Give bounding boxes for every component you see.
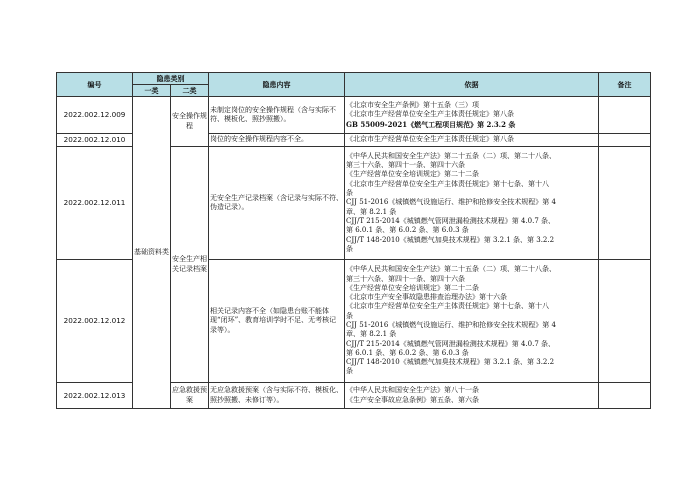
basis-line: 条 <box>346 311 353 320</box>
basis-line: CJJ/T 215-2014《城镇燃气管网泄漏检测技术规程》第 4.0.7 条、 <box>346 339 556 348</box>
header-remark: 备注 <box>599 73 651 97</box>
content-cell: 岗位的安全操作规程内容不全。 <box>209 134 345 147</box>
basis-line: 《北京市生产经营单位安全生产主体责任规定》第八条 <box>346 110 514 119</box>
basis-cell <box>345 260 599 383</box>
basis-line: 《生产安全事故应急条例》第五条、第六条 <box>346 395 479 404</box>
basis-line: CJJ/T 148-2010《城镇燃气加臭技术规程》第 3.2.1 条、第 3.2.2 <box>346 235 555 244</box>
header-content: 隐患内容 <box>209 73 345 97</box>
basis-line: CJJ 51-2016《城镇燃气设施运行、维护和抢修安全技术规程》第 4 <box>346 321 556 329</box>
basis-cell <box>345 383 599 409</box>
basis-line: 条 <box>346 244 353 253</box>
header-id: 编号 <box>57 73 133 97</box>
header-cat2: 二类 <box>171 85 209 97</box>
hazard-table <box>56 72 651 409</box>
content-cell: 无安全生产记录档案（含记录与实际不符、伪造记录）。 <box>209 147 345 260</box>
row-id: 2022.002.12.009 <box>57 97 133 134</box>
basis-line: CJJ/T 215-2014《城镇燃气管网泄漏检测技术规程》第 4.0.7 条、 <box>346 216 556 225</box>
basis-line: 第三十六条、第四十一条、第四十六条 <box>346 161 465 170</box>
remark-cell <box>599 260 651 383</box>
content-cell: 无应急救援预案（含与实际不符、模板化、照抄照搬、未修订等）。 <box>209 383 345 409</box>
content-cell: 相关记录内容不全（如隐患台账不能体现“闭环”、教育培训学时不足、无考核记录等）。 <box>209 260 345 383</box>
basis-line: 章、第 8.2.1 条 <box>346 330 397 339</box>
basis-line: 第 6.0.1 条、第 6.0.2 条、第 6.0.3 条 <box>346 226 469 235</box>
basis-line: 《北京市生产安全事故隐患排查治理办法》第十六条 <box>346 293 507 302</box>
basis-cell <box>345 97 599 134</box>
basis-line: 《生产经营单位安全培训规定》第二十二条 <box>346 283 479 292</box>
basis-line: 第 6.0.1 条、第 6.0.2 条、第 6.0.3 条 <box>346 348 469 357</box>
basis-cell <box>345 134 599 147</box>
row-id: 2022.002.12.012 <box>57 260 133 383</box>
basis-line: 《北京市生产经营单位安全生产主体责任规定》第十七条、第十八 <box>346 302 549 311</box>
row-id: 2022.002.12.011 <box>57 147 133 260</box>
row-id: 2022.002.12.013 <box>57 383 133 409</box>
basis-line: GB 55009-2021《燃气工程项目规范》第 2.3.2 条 <box>346 119 516 129</box>
remark-cell <box>599 147 651 260</box>
basis-line: 《北京市安全生产条例》第十五条（三）项 <box>346 101 479 110</box>
cat1-cell: 基础资料类 <box>133 97 171 409</box>
basis-line: 《北京市生产经营单位安全生产主体责任规定》第十七条、第十八 <box>346 179 549 188</box>
content-cell: 未制定岗位的安全操作规程（含与实际不符、模板化、照抄照搬）。 <box>209 97 345 134</box>
header-category: 隐患类别 <box>133 73 209 85</box>
remark-cell <box>599 383 651 409</box>
table-row <box>57 97 651 134</box>
basis-cell <box>345 147 599 260</box>
header-basis: 依据 <box>345 73 599 97</box>
basis-line: CJJ/T 148-2010《城镇燃气加臭技术规程》第 3.2.1 条、第 3.2.2 <box>346 358 555 367</box>
basis-line: 《北京市生产经营单位安全生产主体责任规定》第八条 <box>346 135 514 144</box>
basis-line: CJJ 51-2016《城镇燃气设施运行、维护和抢修安全技术规程》第 4 <box>346 198 556 207</box>
basis-line: 《中华人民共和国安全生产法》第二十五条（二）项、第二十八条、 <box>346 151 556 160</box>
header-cat1: 一类 <box>133 85 171 97</box>
row-id: 2022.002.12.010 <box>57 134 133 147</box>
basis-line: 《生产经营单位安全培训规定》第二十二条 <box>346 170 479 179</box>
basis-line: 条 <box>346 189 353 198</box>
cat2-cell: 安全操作规程 <box>171 97 209 147</box>
basis-line: 条 <box>346 367 353 376</box>
basis-line: 章、第 8.2.1 条 <box>346 207 397 216</box>
remark-cell <box>599 97 651 134</box>
cat2-cell: 安全生产相关记录档案 <box>171 147 209 383</box>
basis-line: 《中华人民共和国安全生产法》第二十五条（二）项、第二十八条、 <box>346 265 556 274</box>
cat2-cell: 应急救援预案 <box>171 383 209 409</box>
basis-line: 《中华人民共和国安全生产法》第八十一条 <box>346 386 479 395</box>
remark-cell <box>599 134 651 147</box>
basis-line: 第三十六条、第四十一条、第四十六条 <box>346 274 465 283</box>
